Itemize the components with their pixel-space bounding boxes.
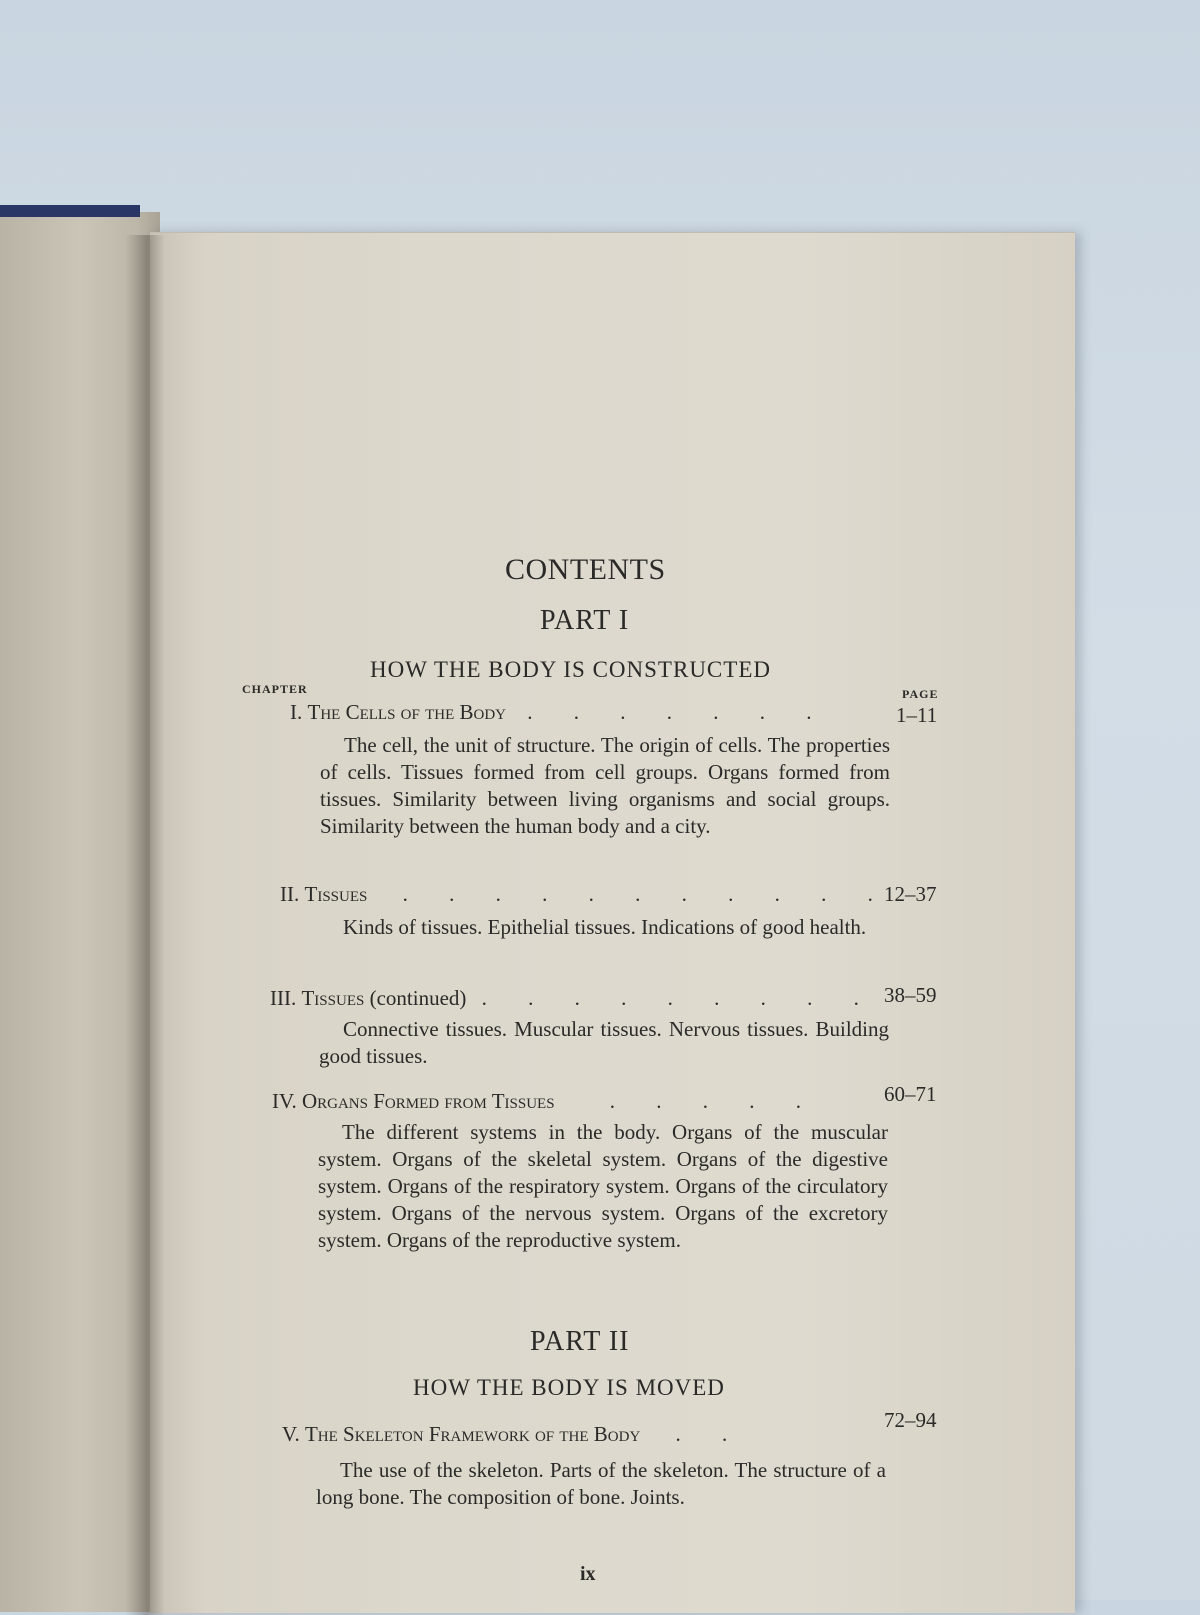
- chapter-5-title: The Skeleton Framework of the Body: [304, 1422, 641, 1446]
- page-column-label: PAGE: [902, 687, 939, 701]
- chapter-4-pages: 60–71: [884, 1082, 937, 1106]
- chapter-3-title-suffix: (continued): [369, 986, 467, 1010]
- part-1-title: PART I: [540, 605, 630, 636]
- chapter-5-pages: 72–94: [884, 1408, 937, 1432]
- chapter-3-leader: . . . . . . . . .: [481, 986, 877, 1010]
- chapter-2-description: Kinds of tissues. Epithelial tissues. Indications of good health.: [343, 915, 867, 939]
- chapter-3-title: Tissues: [301, 986, 365, 1010]
- chapter-5-leader: . .: [675, 1422, 746, 1446]
- part-2-title: PART II: [530, 1326, 630, 1357]
- chapter-4-title: Organs Formed from Tissues: [301, 1089, 555, 1113]
- chapter-3-line: [270, 986, 877, 1011]
- chapter-2-title: Tissues: [304, 882, 368, 906]
- part-1-subtitle: HOW THE BODY IS CONSTRUCTED: [370, 657, 771, 682]
- chapter-4-description: The different systems in the body. Organs of the muscular system. Organs of the skeletal system. Organs of the digestive system. Organs of the respiratory system. Organs of the circulatory system. Organs of the nervous system. Organs of the excretory system. Organs of the reproductive system.: [318, 1120, 888, 1252]
- chapter-5-numeral: V.: [282, 1422, 300, 1446]
- chapter-4-numeral: IV.: [272, 1089, 297, 1113]
- chapter-1-pages: 1–11: [896, 703, 938, 727]
- chapter-2-leader: . . . . . . . . . . .: [402, 882, 891, 906]
- chapter-3-description: Connective tissues. Muscular tissues. Nervous tissues. Building good tissues.: [319, 1017, 889, 1068]
- chapter-1-description: The cell, the unit of structure. The origin of cells. The properties of cells. Tissues formed from cell groups. Organs formed from tissues. Similarity between living organisms and social groups. Similarity between the human body and a city.: [320, 733, 890, 838]
- chapter-4-leader: . . . . .: [609, 1089, 820, 1113]
- chapter-1-line: [290, 700, 830, 725]
- chapter-1-numeral: I.: [290, 700, 303, 724]
- chapter-5-line: [282, 1422, 745, 1447]
- chapter-column-label: CHAPTER: [242, 682, 308, 696]
- chapter-5-description: The use of the skeleton. Parts of the skeleton. The structure of a long bone. The composition of bone. Joints.: [316, 1458, 886, 1509]
- chapter-2-pages: 12–37: [884, 882, 937, 906]
- chapter-1-leader: . . . . . . .: [527, 700, 830, 724]
- page-folio: ix: [580, 1563, 596, 1585]
- chapter-4-line: [272, 1089, 819, 1114]
- chapter-3-numeral: III.: [270, 986, 297, 1010]
- chapter-2-numeral: II.: [280, 882, 300, 906]
- book-cover-edge: [0, 205, 140, 217]
- spine-shadow: [125, 235, 165, 1615]
- chapter-2-line: [280, 882, 891, 907]
- part-2-subtitle: HOW THE BODY IS MOVED: [413, 1375, 725, 1400]
- contents-heading: CONTENTS: [505, 553, 666, 586]
- chapter-1-title: The Cells of the Body: [307, 700, 506, 724]
- chapter-3-pages: 38–59: [884, 983, 937, 1007]
